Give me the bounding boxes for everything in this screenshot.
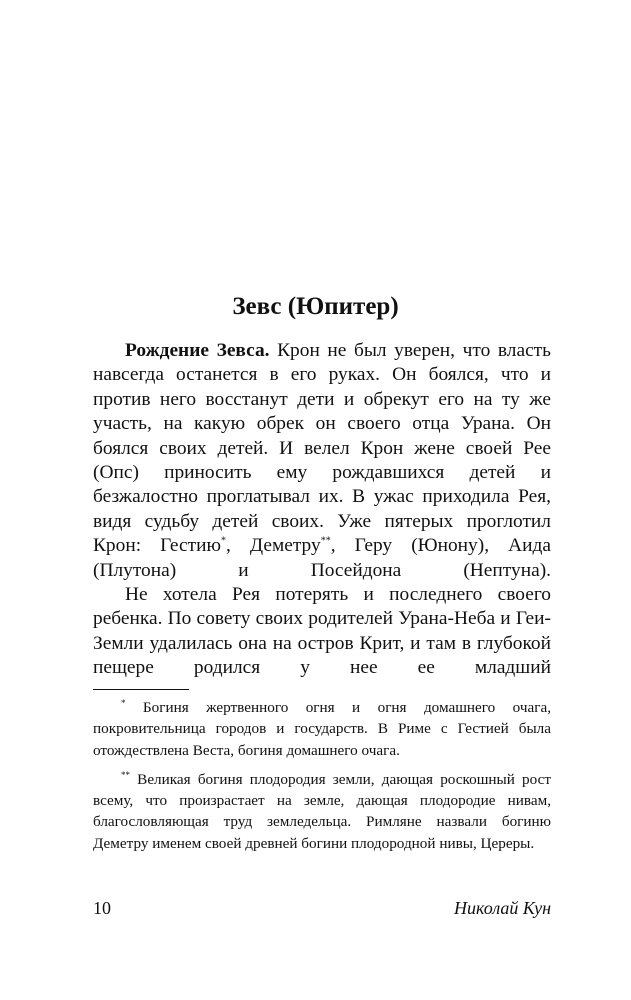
page-number: 10 <box>93 898 111 918</box>
paragraph-rhea: Не хотела Рея потерять и последнего своего ребенка. По совету своих родителей Урана-Неба и Геи-Земли удалилась она на остров Крит, и там в глубокой пещере родился у нее ее младший <box>93 584 551 679</box>
main-text <box>93 339 551 681</box>
footnote-ref-2[interactable]: ** <box>320 535 331 547</box>
paragraph-text: , Геру (Юнону), Аида (Плутона) и Посейдона (Нептуна). <box>93 535 551 581</box>
chapter-title: Зевс (Юпитер) <box>232 293 399 320</box>
footnote-2 <box>93 769 551 854</box>
footnote-1 <box>93 697 551 761</box>
section-lead-heading: Рождение Зевса. <box>125 340 270 361</box>
paragraph-text: , Деметру <box>225 535 321 557</box>
footnote-text: Великая богиня плодородия земли, дающая роскошный рост всему, что произрастает на земле, дающая плодородие нивам, благословляющая труд земледельца. Римляне назвали богиню Деметру именем своей древней богини плодородной нивы, Цереры. <box>93 770 551 852</box>
running-footer-author: Николай Кун <box>454 898 551 918</box>
paragraph-birth-of-zeus <box>93 339 551 583</box>
paragraph-text: Крон не был уверен, что власть навсегда останется в его руках. Он боялся, что и против него восстанут дети и обрекут его на ту же участь, на какую обрек он своего отца Урана. Он боялся своих детей. И велел Крон жене своей Рее (Опс) приносить ему рождавшихся детей и безжалостно проглатывал их. В ужас приходила Рея, видя судьбу детей своих. Уже пятерых проглотил Крон: Гестию <box>93 340 551 557</box>
footnote-text: Богиня жертвенного огня и огня домашнего очага, покровительница городов и государств. В Риме с Гестией была отождествлена Веста, богиня домашнего очага. <box>93 699 551 759</box>
footnote-ref-1[interactable]: * <box>220 535 226 547</box>
footnotes <box>93 697 551 854</box>
footnote-divider <box>93 689 189 690</box>
footnote-mark: * <box>121 697 126 708</box>
footnote-mark: ** <box>121 769 130 780</box>
